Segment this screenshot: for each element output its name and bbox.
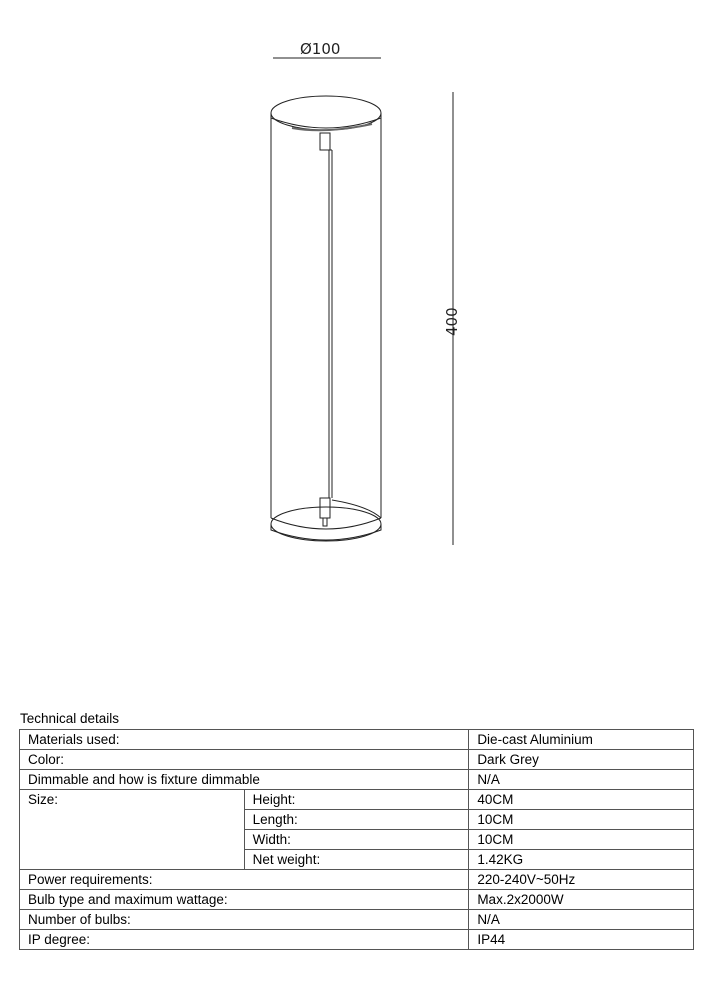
diameter-label: Ø100	[300, 40, 341, 58]
length-value: 10CM	[469, 810, 694, 830]
table-row	[20, 750, 694, 770]
table-row	[20, 890, 694, 910]
height-label-cell: Height:	[244, 790, 469, 810]
bulb-value: Max.2x2000W	[469, 890, 694, 910]
height-value: 40CM	[469, 790, 694, 810]
net-weight-label: Net weight:	[244, 850, 469, 870]
table-row	[20, 790, 694, 810]
technical-details-table	[19, 729, 694, 950]
size-label: Size:	[20, 790, 245, 810]
table-row	[20, 810, 694, 830]
dimmable-label: Dimmable and how is fixture dimmable	[20, 770, 469, 790]
height-label: 400	[443, 307, 461, 336]
bulb-label: Bulb type and maximum wattage:	[20, 890, 469, 910]
ip-label: IP degree:	[20, 930, 469, 950]
table-row	[20, 850, 694, 870]
technical-details-title: Technical details	[20, 711, 120, 726]
bulb-count-label: Number of bulbs:	[20, 910, 469, 930]
width-value: 10CM	[469, 830, 694, 850]
table-row	[20, 910, 694, 930]
materials-label: Materials used:	[20, 730, 469, 750]
table-row	[20, 770, 694, 790]
table-row	[20, 730, 694, 750]
materials-value: Die-cast Aluminium	[469, 730, 694, 750]
table-row	[20, 870, 694, 890]
color-value: Dark Grey	[469, 750, 694, 770]
table-row	[20, 830, 694, 850]
ip-value: IP44	[469, 930, 694, 950]
power-label: Power requirements:	[20, 870, 469, 890]
bulb-count-value: N/A	[469, 910, 694, 930]
dimmable-value: N/A	[469, 770, 694, 790]
power-value: 220-240V~50Hz	[469, 870, 694, 890]
bollard-lamp-outline	[271, 96, 381, 541]
net-weight-value: 1.42KG	[469, 850, 694, 870]
length-label: Length:	[244, 810, 469, 830]
width-label: Width:	[244, 830, 469, 850]
table-row	[20, 930, 694, 950]
color-label: Color:	[20, 750, 469, 770]
